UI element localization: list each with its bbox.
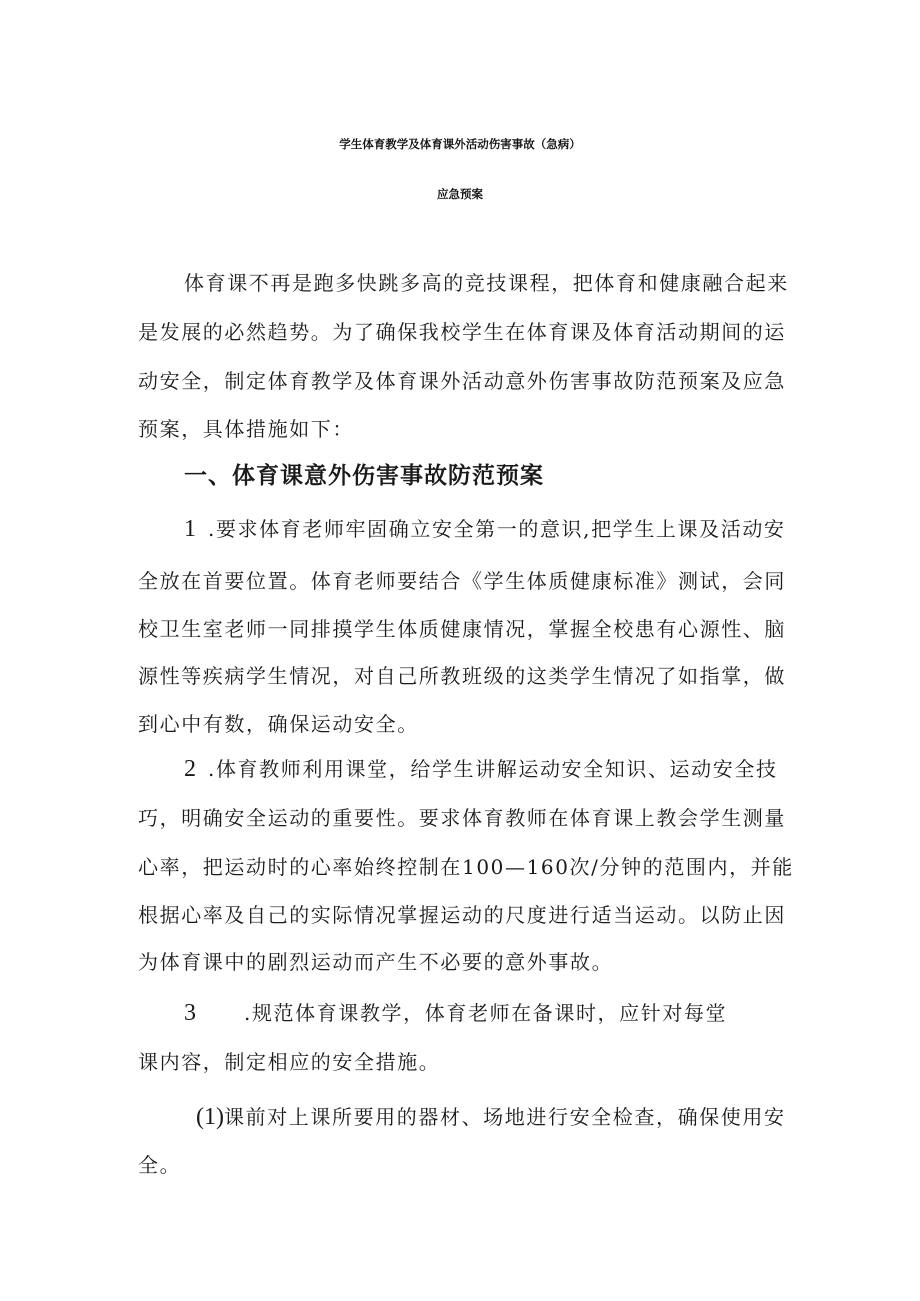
document-title-line-2: 应急预案 [437, 187, 483, 201]
item-1-text: .要求体育老师牢固确立安全第一的意识,把学生上课及活动安 [208, 517, 786, 541]
item-3-number: 3 [184, 1000, 196, 1026]
intro-line-1: 体育课不再是跑多快跳多高的竞技课程，把体育和健康融合起来 [184, 271, 789, 295]
item-2-line-5: 为体育课中的剧烈运动而产生不必要的意外事故。 [138, 950, 614, 974]
item-3-line-2: 课内容，制定相应的安全措施。 [138, 1050, 441, 1074]
intro-line-2: 是发展的必然趋势。为了确保我校学生在体育课及体育活动期间的运 [138, 320, 786, 344]
item-1-line-2: 全放在首要位置。体育老师要结合《学生体质健康标准》测试，会同 [138, 569, 786, 593]
item-1-line-5: 到心中有数，确保运动安全。 [138, 712, 419, 736]
item-2-line-2: 巧，明确安全运动的重要性。要求体育教师在体育课上教会学生测量 [138, 806, 786, 830]
item-3-text: .规范体育课教学，体育老师在备课时，应针对每堂 [244, 1001, 728, 1025]
section-heading: 一、体育课意外伤害事故防范预案 [184, 463, 544, 489]
sub-item-1-text: 课前对上课所要用的器材、场地进行安全检查，确保使用安 [223, 1105, 786, 1129]
document-title-line-1: 学生体育教学及体育课外活动伤害事故（急病） [339, 137, 581, 151]
intro-line-4: 预案，具体措施如下： [138, 417, 354, 441]
intro-line-3: 动安全，制定体育教学及体育课外活动意外伤害事故防范预案及应急 [138, 369, 786, 393]
sub-item-1-number: (1) [196, 1104, 224, 1130]
item-3-line-1 [184, 997, 744, 1027]
item-2-text: .体育教师利用课堂，给学生讲解运动安全知识、运动安全技 [208, 757, 778, 781]
item-2-line-3: 心率，把运动时的心率始终控制在100—160次/分钟的范围内，并能 [138, 855, 794, 879]
item-1-line-3: 校卫生室老师一同排摸学生体质健康情况，掌握全校患有心源性、脑 [138, 617, 786, 641]
item-1-number: 1 [184, 516, 196, 542]
item-2-number: 2 [184, 756, 196, 782]
item-2-line-1 [184, 753, 792, 783]
item-1-line-4: 源性等疾病学生情况，对自己所教班级的这类学生情况了如指掌，做 [138, 664, 786, 688]
item-2-line-4: 根据心率及自己的实际情况掌握运动的尺度进行适当运动。以防止因 [138, 903, 786, 927]
sub-item-1-line-1 [196, 1101, 792, 1131]
item-1-line-1 [184, 513, 792, 543]
sub-item-1-line-2: 全。 [138, 1153, 182, 1177]
